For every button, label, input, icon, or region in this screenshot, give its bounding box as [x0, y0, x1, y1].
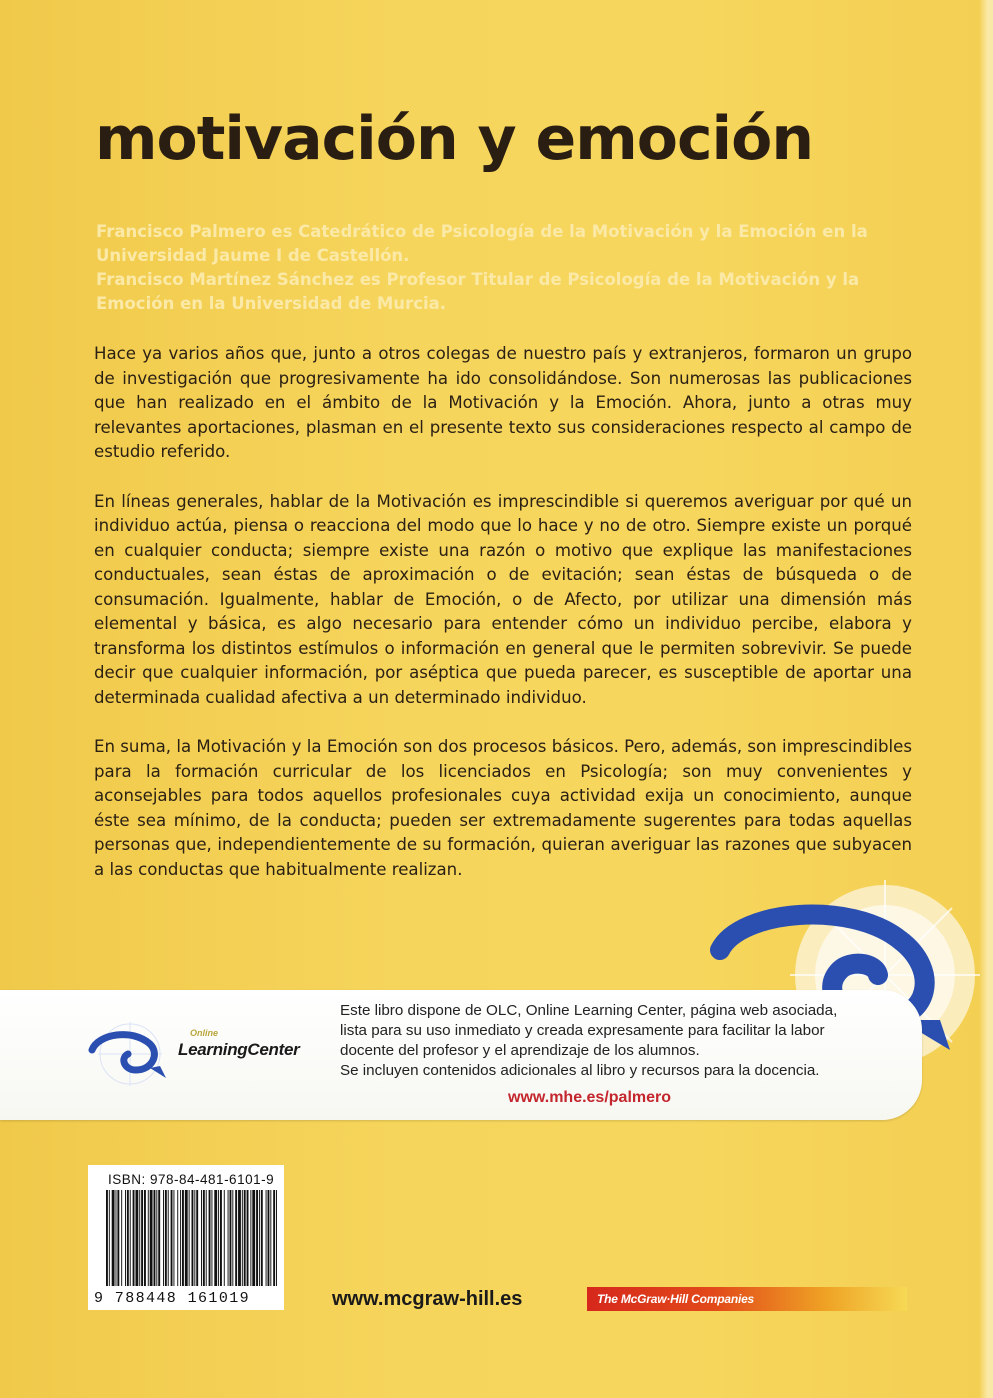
barcode-bar: [156, 1190, 157, 1286]
barcode-bar: [150, 1190, 153, 1286]
barcode-icon: [104, 1190, 280, 1286]
barcode-bar: [196, 1190, 198, 1286]
olc-description-line: Se incluyen contenidos adicionales al libro y recursos para la docencia.: [340, 1062, 820, 1079]
olc-description-line: lista para su uso inmediato y creada expresamente para facilitar la labor: [340, 1022, 825, 1039]
barcode-bar: [259, 1190, 260, 1286]
olc-description: [340, 1001, 900, 1081]
publisher-url[interactable]: www.mcgraw-hill.es: [332, 1288, 523, 1310]
author-bio: Francisco Martínez Sánchez es Profesor Titular de Psicología de la Motivación y la Emoción en la Universidad de Murcia.: [96, 270, 860, 313]
barcode-bar: [180, 1190, 181, 1286]
barcode-bar: [116, 1190, 117, 1286]
barcode-bar: [206, 1190, 207, 1286]
synopsis-paragraph: Hace ya varios años que, junto a otros colegas de nuestro país y extranjeros, formaron un grupo de investigación que progresivamente ha ido consolidándose. Son numerosas las publicaciones que han realizado en el ámbito de la Motivación y la Emoción. Ahora, junto a otras muy relevantes aportaciones, plasman en el presente texto sus consideraciones respecto al campo de estudio referido.: [94, 344, 912, 461]
barcode-bar: [130, 1190, 131, 1286]
barcode-digits: 9 788448 161019: [94, 1290, 251, 1307]
barcode-bar: [235, 1190, 237, 1286]
synopsis: [94, 342, 912, 907]
barcode-bar: [112, 1190, 115, 1286]
barcode-bar: [261, 1190, 263, 1286]
barcode-bar: [252, 1190, 255, 1286]
barcode-bar: [218, 1190, 219, 1286]
barcode-bar: [194, 1190, 195, 1286]
barcode-bar: [173, 1190, 174, 1286]
barcode-bar: [109, 1190, 110, 1286]
barcode-bar: [266, 1190, 267, 1286]
barcode-bar: [141, 1190, 143, 1286]
barcode-bar: [268, 1190, 270, 1286]
barcode-bar: [214, 1190, 217, 1286]
synopsis-paragraph: En suma, la Motivación y la Emoción son dos procesos básicos. Pero, además, son imprescindibles para la formación curricular de los licenciados en Psicología; son muy convenientes y aconsejables para todos aquellos profesionales cuya actividad exija un conocimiento, aunque éste sea mínimo, de la conducta; pueden ser extremadamente sugerentes para todas aquellas personas que, independientemente de su formación, quieran averiguar las razones que subyacen a las conductas que habitualmente realizan.: [94, 737, 912, 879]
barcode-bar: [273, 1190, 275, 1286]
barcode-bar: [270, 1190, 271, 1286]
barcode-bar: [276, 1190, 277, 1286]
barcode-bar: [165, 1190, 167, 1286]
olc-description-line: docente del profesor y el aprendizaje de los alumnos.: [340, 1042, 700, 1059]
barcode-bar: [154, 1190, 156, 1286]
barcode-bar: [232, 1190, 233, 1286]
barcode-bar: [230, 1190, 232, 1286]
barcode-bar: [133, 1190, 135, 1286]
author-bio: Francisco Palmero es Catedrático de Psicología de la Motivación y la Emoción en la Universidad Jaume I de Castellón.: [96, 222, 868, 265]
barcode-bar: [121, 1190, 122, 1286]
book-title: motivación y emoción: [95, 104, 814, 174]
olc-logo-main: LearningCenter: [178, 1040, 300, 1059]
barcode-bar: [238, 1190, 241, 1286]
barcode-bar: [182, 1190, 184, 1286]
barcode-bar: [163, 1190, 164, 1286]
barcode-bar: [247, 1190, 249, 1286]
barcode-bar: [135, 1190, 138, 1286]
barcode-bar: [228, 1190, 229, 1286]
barcode-bar: [189, 1190, 190, 1286]
barcode-bar: [139, 1190, 140, 1286]
barcode-bar: [256, 1190, 258, 1286]
synopsis-paragraph: En líneas generales, hablar de la Motivación es imprescindible si queremos averiguar por qué un individuo actúa, piensa o reacciona del modo que lo hace y no de otro. Siempre existe un porqué en cualquier conducta; siempre existe una razón o motivo que explique las manifestaciones conductuales, sean éstas de aproximación o de evitación; sean éstas de búsqueda o de consumación. Igualmente, hablar de Emoción, o de Afecto, por utilizar una dimensión más elemental y básica, es algo necesario para entender cómo un individuo percibe, elabora y transforma los distintos estímulos o información en general que le permiten sobrevivir. Se puede decir que cualquier información, por aséptica que pueda parecer, es susceptible de aportar una determinada cualidad afectiva a un determinado individuo.: [94, 491, 912, 707]
olc-logo-small: Online: [190, 1028, 219, 1038]
barcode-bar: [211, 1190, 212, 1286]
olc-description-line: Este libro dispone de OLC, Online Learning Center, página web asociada,: [340, 1002, 838, 1019]
barcode-bar: [148, 1190, 149, 1286]
barcode-bar: [125, 1190, 126, 1286]
barcode-bar: [192, 1190, 194, 1286]
barcode-bar: [106, 1190, 108, 1286]
barcode-bar: [185, 1190, 188, 1286]
olc-url-link[interactable]: www.mhe.es/palmero: [508, 1089, 672, 1106]
barcode-bar: [242, 1190, 243, 1286]
barcode-bar: [209, 1190, 211, 1286]
barcode-bar: [117, 1190, 119, 1286]
barcode-bar: [171, 1190, 173, 1286]
barcode-bar: [203, 1190, 205, 1286]
barcode-bar: [144, 1190, 146, 1286]
barcode-bar: [244, 1190, 246, 1286]
barcode-bar: [177, 1190, 178, 1286]
barcode-bar: [201, 1190, 202, 1286]
barcode-bar: [158, 1190, 160, 1286]
isbn-label: ISBN: 978-84-481-6101-9: [108, 1172, 275, 1187]
publisher-companies: The McGraw·Hill Companies: [597, 1292, 755, 1306]
barcode-bar: [250, 1190, 251, 1286]
barcode-bar: [220, 1190, 222, 1286]
cover-edge: [979, 0, 993, 1398]
barcode-bar: [224, 1190, 225, 1286]
barcode-bar: [127, 1190, 129, 1286]
barcode-bar: [168, 1190, 169, 1286]
author-bios: [96, 220, 896, 316]
